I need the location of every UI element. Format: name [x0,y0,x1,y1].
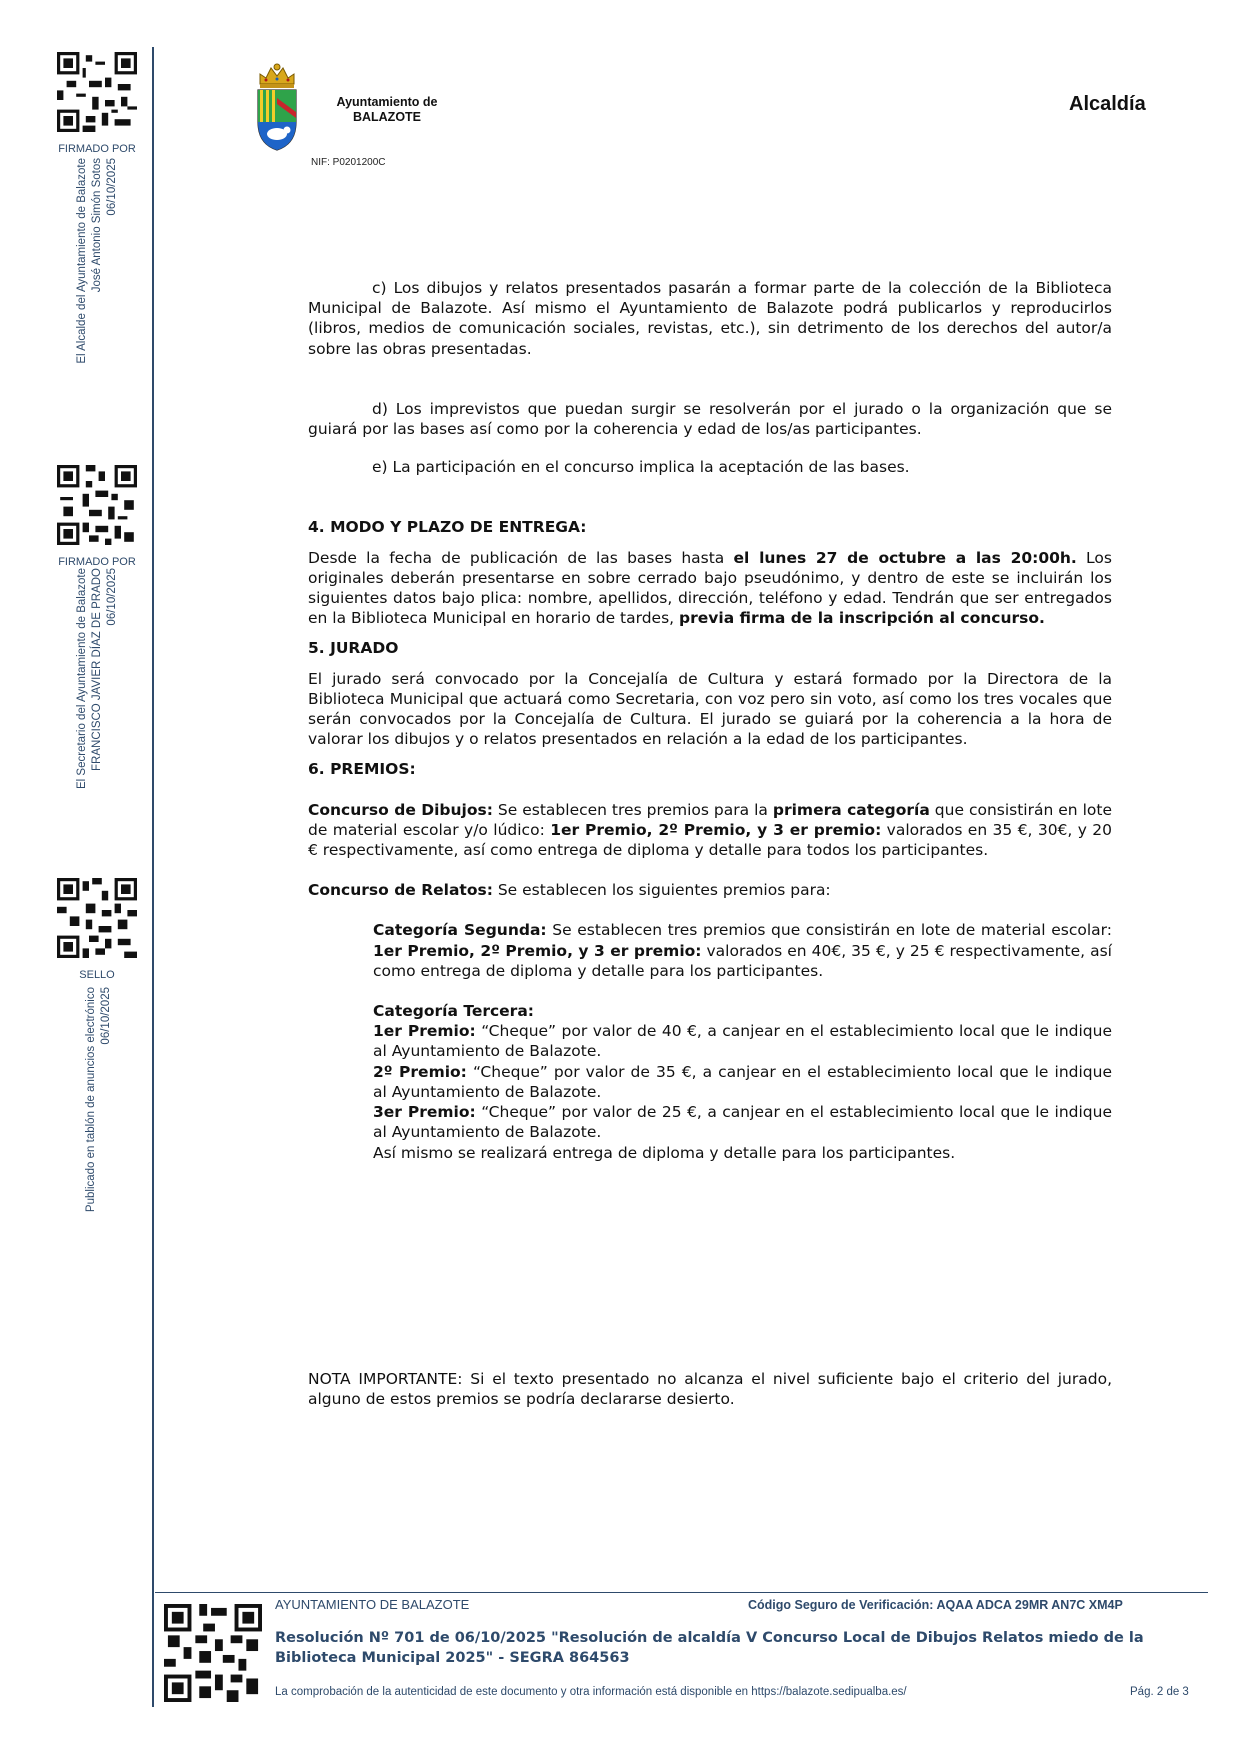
coat-of-arms-icon [254,62,300,154]
signature-caption-2: FIRMADO POR [58,556,136,568]
paragraph-d: d) Los imprevistos que puedan surgir se resolverán por el jurado o la organización que se guiará por las bases así como por la coherencia y edad de los/as participantes. [308,399,1112,439]
footer-verification-note: La comprobación de la autenticidad de este documento y otra información está disponible en https://balazote.sedipualba.es/ [275,1686,907,1698]
section-5-text: El jurado será convocado por la Concejalía de Cultura y estará formado por la Directora de la Biblioteca Municipal que actuará como Secretaria, con voz pero sin voto, así como los tres vocales que serán convocados por la Concejalía de Cultura. El jurado se guiará por la coherencia a la hora de valorar los dibujos y o relatos presentados en relación a la edad de los participantes. [308,669,1112,749]
paragraph-e: e) La participación en el concurso implica la aceptación de las bases. [372,458,910,477]
relatos-categories [373,920,1112,1162]
signature-text-3: Publicado en tablón de anuncios electrónico 06/10/2025 [85,987,112,1213]
footer-csv: Código Seguro de Verificación: AQAA ADCA 29MR AN7C XM4P [748,1598,1123,1612]
footer-divider [155,1592,1208,1593]
footer-org: AYUNTAMIENTO DE BALAZOTE [275,1597,470,1612]
categoria-tercera-heading: Categoría Tercera: [373,1002,534,1021]
concurso-dibujos-text: Concurso de Dibujos: Se establecen tres premios para la primera categoría que consistirán en lote de material escolar y/o lúdico: 1er Premio, 2º Premio, y 3 er premio: valorados en 35 €, 30€, y 20 € respectivamente, así como entrega de diploma y detalle para todos los participantes. [308,800,1113,860]
office-title: Alcaldía [1069,93,1146,115]
concurso-relatos-text: Concurso de Relatos: Se establecen los siguientes premios para: [308,881,831,900]
document-body [308,278,1112,1163]
org-name: Ayuntamiento de BALAZOTE [336,95,438,124]
signature-caption-1: FIRMADO POR [58,143,136,155]
categoria-tercera-premio-1: 1er Premio: “Cheque” por valor de 40 €, a canjear en el establecimiento local que le indique al Ayuntamiento de Balazote. [373,1022,1112,1061]
nif-text: NIF: P0201200C [311,157,386,168]
qr-code-alcalde [57,52,137,132]
section-4-heading: 4. MODO Y PLAZO DE ENTREGA: [308,518,587,537]
signature-text-1: El Alcalde del Ayuntamiento de Balazote José Antonio Simón Sotos 06/10/2025 [76,158,118,364]
categoria-tercera-premio-2: 2º Premio: “Cheque” por valor de 35 €, a canjear en el establecimiento local que le indique al Ayuntamiento de Balazote. [373,1062,1112,1101]
qr-code-secretario [57,465,137,545]
categoria-tercera-premio-3: 3er Premio: “Cheque” por valor de 25 €, a canjear en el establecimiento local que le indique al Ayuntamiento de Balazote. [373,1103,1112,1142]
section-4-text: Desde la fecha de publicación de las bases hasta el lunes 27 de octubre a las 20:00h. Los originales deberán presentarse en sobre cerrado bajo pseudónimo, y dentro de este se incluirán los siguientes datos bajo plica: nombre, apellidos, dirección, teléfono y edad. Tendrán que ser entregados en la Biblioteca Municipal en horario de tardes, previa firma de la inscripción al concurso. [308,548,1112,628]
nota-importante: NOTA IMPORTANTE: Si el texto presentado no alcanza el nivel suficiente bajo el criterio del jurado, alguno de estos premios se podría declararse desierto. [308,1370,1112,1409]
categoria-tercera-closing: Así mismo se realizará entrega de diploma y detalle para los participantes. [373,1143,956,1162]
qr-code-sello [57,878,137,958]
signature-rail-line [152,47,154,1707]
paragraph-c: c) Los dibujos y relatos presentados pasarán a formar parte de la colección de la Biblioteca Municipal de Balazote. Así mismo el Ayuntamiento de Balazote podrá publicarlos y reproducirlos (libros, medios de comunicación sociales, revistas, etc.), sin detrimento de los derechos del autor/a sobre las obras presentadas. [308,279,1112,358]
categoria-segunda-text: Categoría Segunda: Se establecen tres premios que consistirán en lote de material escolar: 1er Premio, 2º Premio, y 3 er premio: valorados en 40€, 35 €, y 25 € respectivamente, así como entrega de diploma y detalle para los participantes. [373,921,1112,980]
nota-block [308,1369,1112,1409]
footer-title: Resolución Nº 701 de 06/10/2025 "Resolución de alcaldía V Concurso Local de Dibujos Relatos miedo de la Biblioteca Municipal 2025" - SEGRA 864563 [275,1630,1144,1666]
section-6-heading: 6. PREMIOS: [308,760,416,779]
signature-caption-3: SELLO [79,969,115,981]
section-5-heading: 5. JURADO [308,639,399,658]
signature-text-2: El Secretario del Ayuntamiento de Balazote FRANCISCO JAVIER DÍAZ DE PRADO 06/10/2025 [76,568,118,789]
footer-qr-code [164,1604,262,1702]
footer-page-number: Pág. 2 de 3 [1130,1686,1189,1698]
